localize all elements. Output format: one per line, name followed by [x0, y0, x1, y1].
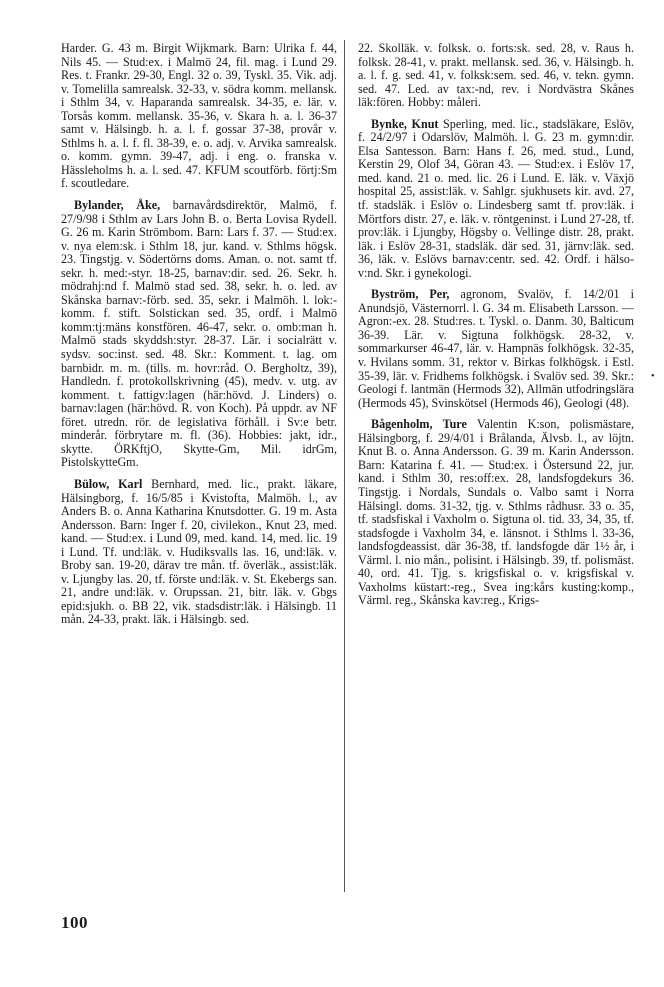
entry-bynke — [358, 118, 634, 281]
entry-name: Bülow, Karl — [74, 476, 143, 491]
entry-name: Bågenholm, Ture — [371, 417, 467, 432]
entry-bulow — [61, 478, 337, 627]
page-number: 100 — [61, 913, 88, 932]
entry-text: Sperling, med. lic., stadsläkare, Eslöv, f. 24/2/97 i Odarslöv, Malmöh. l. G. 23 m. gymn:dir. Elsa Santesson. Barn: Hans f. 26, med. stud., Lund, Kerstin 29, Olof 34, Göran 43. — Stud:ex. i Eslöv 17, med. kand. 21 o. med. lic. 26 i Lund. E. läk. v. Växjö hospital 25, assist:läk. v. Sahlgr. sjukhusets kir. avd. 27, tf. stadsläk. i Eslöv o. Lindesberg samt tf. prov:läk. i Mörtfors distr. 27, e. läk. v. röntgeninst. i Lund 27-28, tf. prov:läk. i Ljungby, Högsby o. Vellinge distr. 28, prakt. läk. i Eslöv 28-31, stadsläk. där sed. 31, järnv:läk. sed. 36, läk. v. Eslövs barnav:centr. sed. 42. Ordf. i hälso-v:nd. Skr. i gynekologi. — [358, 116, 634, 280]
entry-continuation — [358, 42, 634, 110]
column-divider — [344, 40, 345, 892]
entry-bylander — [61, 199, 337, 470]
entry-bagenholm — [358, 418, 634, 608]
entry-bystrom — [358, 288, 634, 410]
entry-text: 22. Skolläk. v. folksk. o. forts:sk. sed. 28, v. Raus h. folksk. 28-41, v. prakt. mellansk. sed. 36, v. Hälsingb. h. a. l. f. g. sed. 41, v. folksk:sem. sed. 46, v. tekn. gymn. sed. 47. Led. av tax:-nd, rev. i Nordvästra Skånes läk:fören. Hobby: måleri. — [358, 41, 634, 110]
entry-name: Bylander, Åke, — [74, 198, 161, 213]
entry-name: Bynke, Knut — [371, 116, 439, 131]
entry-continuation — [61, 42, 337, 191]
left-column — [61, 42, 337, 627]
entry-text: Harder. G. 43 m. Birgit Wijkmark. Barn: Ulrika f. 44, Nils 45. — Stud:ex. i Malmö 24, fil. mag. i Lund 29. Res. t. Frankr. 29-30, Engl. 32 o. 39, Tyskl. 35. Vik. adj. v. Tomelilla samrealsk. 32-33, v. södra komm. mellansk. i Sthlm 34, v. Haparanda samrealsk. 34-35, e. lär. v. Torsås komm. mellansk. 35-36, v. Skara h. a. l. 36-37 samt v. Hälsingb. h. a. l. f. gossar 37-38, provår v. Sthlms h. a. l. f. fl. 38-39, e. o. adj. v. Arvika samrealsk. o. komm. gymn. 39-47, adj. i eng. o. franska v. Hässleholms h. a. l. sed. 47. KFUM scoutförb. förtj:Sm f. scoutledare. — [61, 41, 337, 191]
entry-name: Byström, Per, — [371, 287, 450, 302]
entry-text: barnavårdsdirektör, Malmö, f. 27/9/98 i Sthlm av Lars John B. o. Berta Lovisa Rydell. G. 26 m. Karin Strömbom. Barn: Lars f. 37. — Stud:ex. v. nya elem:sk. i Sthlm 18, jur. kand. v. Sthlms högsk. 23. Tingstjg. v. Södertörns doms. Aman. o. not. samt tf. sekr. h. med:-styr. 18-25, barnav:dir. sed. 26. Sekr. h. mödrahj:nd f. Malmö stad sed. 38, sekr. h. o. led. av Skånska barnav:-förb. sed. 35, sekr. i Malmöh. l. lok:-komm. f. stift. Solstickan sed. 35, ordf. i Malmö komm:tj:mäns konstfören. 46-47, sekr. o. omb:man h. Malmö stads skyddsh:styr. 28-37. Lär. i socialrätt v. sydsv. soc:inst. sed. 48. Skr.: Komment. t. lag. om barnbidr. m. m. (tills. m. hovr:råd. O. Bergholtz, 39), Handledn. f. protokollskrivning (45), medv. v. utg. av komment. t. fattigv:lagen (här:hövd. J. Linders) o. barnav:lagen (här:hövd. R. von Koch). På uppdr. av NF föret. utredn. rör. de legislativa förhåll. i Sv:e betr. minderår. förbrytare m. fl. (36). Hobbies: jakt, idr., skytte. ÖRKftjO, Skytte-Gm, Mil. idrGm, PistolskytteGm. — [61, 198, 337, 470]
entry-text: Valentin K:son, polismästare, Hälsingborg, f. 29/4/01 i Brålanda, Älvsb. l., av löjtn. Knut B. o. Anna Andersson. G. 39 m. Karin Andersson. Barn: Katarina f. 41. — Stud:ex. i Östersund 22, jur. kand. i Sthlm 30, res:off:ex. 28, landsfogdekurs 36. Tingstjg. i Nordals, Sundals o. Valbo samt i Norra Hälsingl. doms. 31-32, tjg. v. Sthlms rådhusr. 33 o. 35, tf. stadsfiskal i Vaxholm o. Sigtuna ol. tid. 33, 34, 35, tf. stadsfogde i Vaxholm 34, e. länsnot. i Sthlms l. 33-36, landsfogdeassist. där 36-38, tf. landsfogde där 1½ år, i Värml. l. nio mån., polisint. i Hälsingb. 39, tf. polismäst. 40, ord. 41. Tjg. s. krigsfiskal o. v. krigsfiskal v. Vaxholms küstart:-reg., Svea ing:kårs kusting:komp., Värml. reg., Skånska kav:reg., Krigs- — [358, 417, 634, 608]
right-column — [358, 42, 634, 608]
entry-text: Bernhard, med. lic., prakt. läkare, Hälsingborg, f. 16/5/85 i Kvistofta, Malmöh. l., av Anders B. o. Anna Katharina Knutsdotter. G. 19 m. Asta Andersson. Barn: Inger f. 20, civilekon., Knut 23, med. kand. — Stud:ex. i Lund 09, med. kand. 14, med. lic. 19 i Lund. Tf. und:läk. v. Hudiksvalls las. 16, und:läk. v. Broby san. 19-20, därav tre mån. tf. överläk., assist:läk. v. Ljungby las. 20, tf. förste und:läk. v. St. Ekebergs san. 21, andre und:läk. v. Orupssan. 21, bitr. läk. v. Gbgs epid:sjukh. o. BB 22, vik. stadsdistr:läk. i Hälsingb. 11 mån. 24-33, prakt. läk. i Hälsingb. sed. — [61, 476, 337, 627]
entry-text: agronom, Svalöv, f. 14/2/01 i Anundsjö, Västernorrl. l. G. 34 m. Elisabeth Larsson. — Agron:-ex. 28. Stud:res. t. Tyskl. o. Danm. 30, Balticum 36-39. Lär. v. Sigtuna folkhögsk. 28-32, v. sommarkurser 46-47, lär. v. Hampnäs folkhögsk. 32-35, v. Hvilans somm. 31, rektor v. Birkas folkhögsk. i Estl. 35-39, lär. v. Fridhems folkhögsk. i Svalöv sed. 39. Skr.: Geologi f. lantmän (Hermods 32), Allmän utfodringslära (Hermods 45), Svinskötsel (Hermods 46), Geologi (48). — [358, 287, 635, 410]
margin-dot: • — [651, 371, 655, 382]
